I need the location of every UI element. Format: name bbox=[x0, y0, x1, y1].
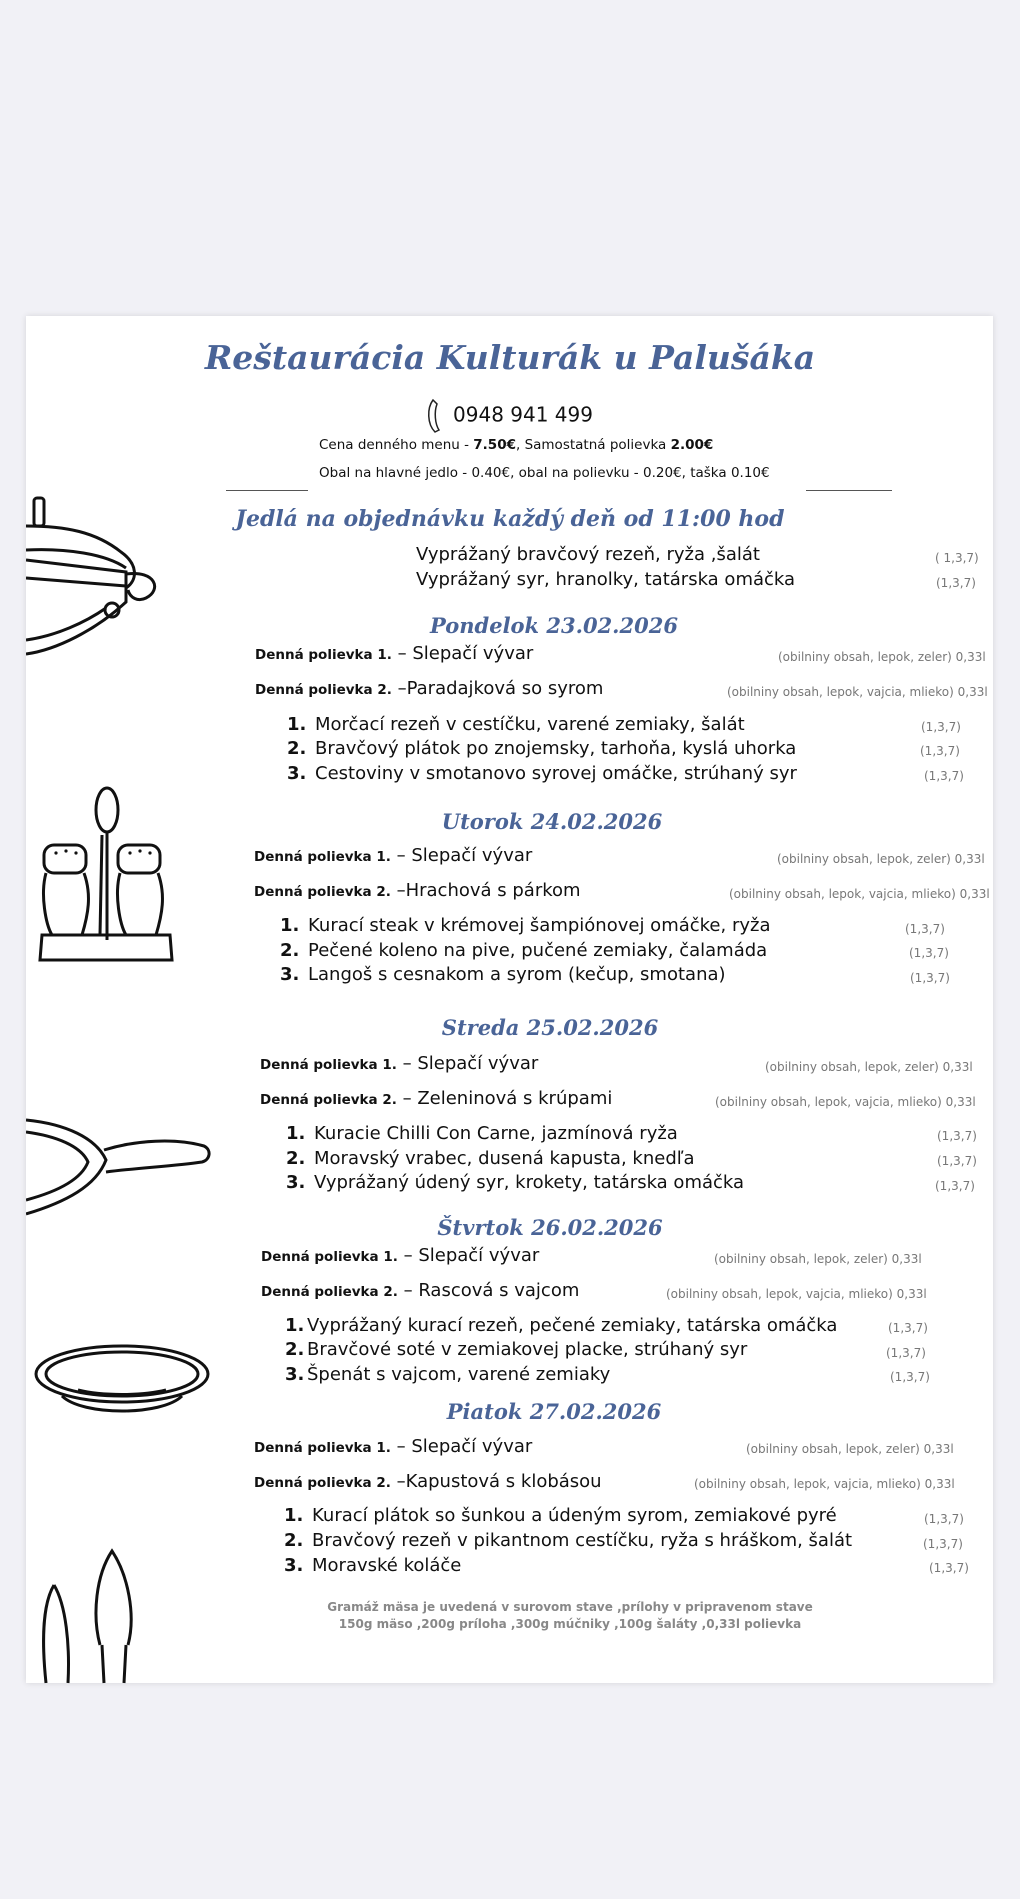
soup-allergens: (obilniny obsah, lepok, vajcia, mlieko) 0,33l bbox=[727, 685, 988, 699]
meal-allergens: (1,3,7) bbox=[905, 922, 945, 936]
meal-allergens: (1,3,7) bbox=[929, 1561, 969, 1575]
meal-row: 1. Morčací rezeň v cestíčku, varené zemiaky, šalát bbox=[287, 714, 745, 735]
meal-row: 3. Langoš s cesnakom a syrom (kečup, smotana) bbox=[280, 964, 726, 985]
day-title-friday: Piatok 27.02.2026 bbox=[446, 1399, 662, 1424]
day-title-thursday: Štvrtok 26.02.2026 bbox=[437, 1215, 663, 1240]
meal-allergens: (1,3,7) bbox=[924, 769, 964, 783]
soup-row: Denná polievka 1. – Slepačí vývar bbox=[254, 1436, 533, 1457]
meal-allergens: (1,3,7) bbox=[935, 1179, 975, 1193]
frying-pan-icon bbox=[26, 1110, 211, 1220]
meal-allergens: (1,3,7) bbox=[909, 946, 949, 960]
soup-allergens: (obilniny obsah, lepok, zeler) 0,33l bbox=[714, 1252, 922, 1266]
soup-allergens: (obilniny obsah, lepok, zeler) 0,33l bbox=[777, 852, 985, 866]
day-title-monday: Pondelok 23.02.2026 bbox=[430, 613, 678, 638]
meal-row: 1. Kuracie Chilli Con Carne, jazmínová ryža bbox=[286, 1123, 678, 1144]
meal-row: 3. Špenát s vajcom, varené zemiaky bbox=[285, 1364, 611, 1385]
knives-icon bbox=[40, 1545, 150, 1685]
day-title-tuesday: Utorok 24.02.2026 bbox=[441, 809, 663, 834]
soup-row: Denná polievka 1. – Slepačí vývar bbox=[255, 643, 534, 664]
meal-allergens: (1,3,7) bbox=[888, 1321, 928, 1335]
order-section-title: Jedlá na objednávku každý deň od 11:00 hod bbox=[235, 506, 785, 532]
meal-row: 1. Kurací plátok so šunkou a údeným syrom, zemiakové pyré bbox=[284, 1505, 837, 1526]
soup-row: Denná polievka 2. –Kapustová s klobásou bbox=[254, 1471, 602, 1492]
soup-price-prefix: , Samostatná polievka bbox=[515, 437, 671, 453]
order-item-allergens: (1,3,7) bbox=[936, 576, 976, 590]
divider-right bbox=[806, 490, 892, 491]
soup-allergens: (obilniny obsah, lepok, vajcia, mlieko) 0,33l bbox=[715, 1095, 976, 1109]
meal-allergens: (1,3,7) bbox=[921, 720, 961, 734]
phone-number: 0948 941 499 bbox=[453, 402, 593, 427]
meal-row: 2. Bravčové soté v zemiakovej placke, strúhaný syr bbox=[285, 1339, 748, 1360]
soup-row: Denná polievka 2. –Hrachová s párkom bbox=[254, 880, 581, 901]
order-item-allergens: ( 1,3,7) bbox=[935, 551, 979, 565]
soup-row: Denná polievka 1. – Slepačí vývar bbox=[261, 1245, 540, 1266]
meal-allergens: (1,3,7) bbox=[920, 744, 960, 758]
divider-left bbox=[226, 490, 308, 491]
meal-allergens: (1,3,7) bbox=[890, 1370, 930, 1384]
soup-allergens: (obilniny obsah, lepok, vajcia, mlieko) 0,33l bbox=[694, 1477, 955, 1491]
soup-allergens: (obilniny obsah, lepok, vajcia, mlieko) 0,33l bbox=[729, 887, 990, 901]
soup-allergens: (obilniny obsah, lepok, zeler) 0,33l bbox=[765, 1060, 973, 1074]
soup-row: Denná polievka 2. –Paradajková so syrom bbox=[255, 678, 604, 699]
meal-row: 2. Bravčový plátok po znojemsky, tarhoňa, kyslá uhorka bbox=[287, 738, 797, 759]
meal-row: 3. Vyprážaný údený syr, krokety, tatárska omáčka bbox=[286, 1172, 745, 1193]
meal-allergens: (1,3,7) bbox=[937, 1129, 977, 1143]
menu-price: 7.50€ bbox=[473, 437, 516, 453]
meal-allergens: (1,3,7) bbox=[910, 971, 950, 985]
soup-row: Denná polievka 2. – Zeleninová s krúpami bbox=[260, 1088, 613, 1109]
meal-row: 2. Moravský vrabec, dusená kapusta, knedľa bbox=[286, 1148, 695, 1169]
meal-allergens: (1,3,7) bbox=[923, 1537, 963, 1551]
phone-line bbox=[0, 398, 1020, 434]
order-item: Vyprážaný syr, hranolky, tatárska omáčka bbox=[416, 569, 796, 590]
soup-price: 2.00€ bbox=[670, 437, 714, 453]
meal-allergens: (1,3,7) bbox=[886, 1346, 926, 1360]
meal-row: 1. Vyprážaný kurací rezeň, pečené zemiaky, tatárska omáčka bbox=[285, 1315, 838, 1336]
meal-row: 3. Moravské koláče bbox=[284, 1555, 462, 1576]
meal-allergens: (1,3,7) bbox=[924, 1512, 964, 1526]
restaurant-name: Reštaurácia Kulturák u Palušáka bbox=[204, 338, 816, 377]
packaging-line: Obal na hlavné jedlo - 0.40€, obal na polievku - 0.20€, taška 0.10€ bbox=[319, 465, 770, 481]
day-title-wednesday: Streda 25.02.2026 bbox=[441, 1015, 659, 1040]
menu-price-line bbox=[319, 437, 713, 453]
meal-row: 1. Kurací steak v krémovej šampiónovej omáčke, ryža bbox=[280, 915, 771, 936]
meal-row: 2. Bravčový rezeň v pikantnom cestíčku, ryža s hráškom, šalát bbox=[284, 1530, 853, 1551]
soup-allergens: (obilniny obsah, lepok, zeler) 0,33l bbox=[778, 650, 986, 664]
footer-note-line1: Gramáž mäsa je uvedená v surovom stave ,prílohy v pripravenom stave bbox=[327, 1600, 813, 1614]
meal-allergens: (1,3,7) bbox=[937, 1154, 977, 1168]
soup-row: Denná polievka 1. – Slepačí vývar bbox=[254, 845, 533, 866]
soup-allergens: (obilniny obsah, lepok, zeler) 0,33l bbox=[746, 1442, 954, 1456]
soup-row: Denná polievka 2. – Rascová s vajcom bbox=[261, 1280, 580, 1301]
meal-row: 2. Pečené koleno na pive, pučené zemiaky, čalamáda bbox=[280, 940, 768, 961]
soup-allergens: (obilniny obsah, lepok, vajcia, mlieko) 0,33l bbox=[666, 1287, 927, 1301]
footer-note-line2: 150g mäso ,200g príloha ,300g múčniky ,100g šaláty ,0,33l polievka bbox=[338, 1617, 802, 1631]
soup-row: Denná polievka 1. – Slepačí vývar bbox=[260, 1053, 539, 1074]
meal-row: 3. Cestoviny v smotanovo syrovej omáčke, strúhaný syr bbox=[287, 763, 797, 784]
phone-icon bbox=[427, 398, 447, 434]
menu-price-prefix: Cena denného menu - bbox=[319, 437, 474, 453]
order-item: Vyprážaný bravčový rezeň, ryža ,šalát bbox=[416, 544, 760, 565]
